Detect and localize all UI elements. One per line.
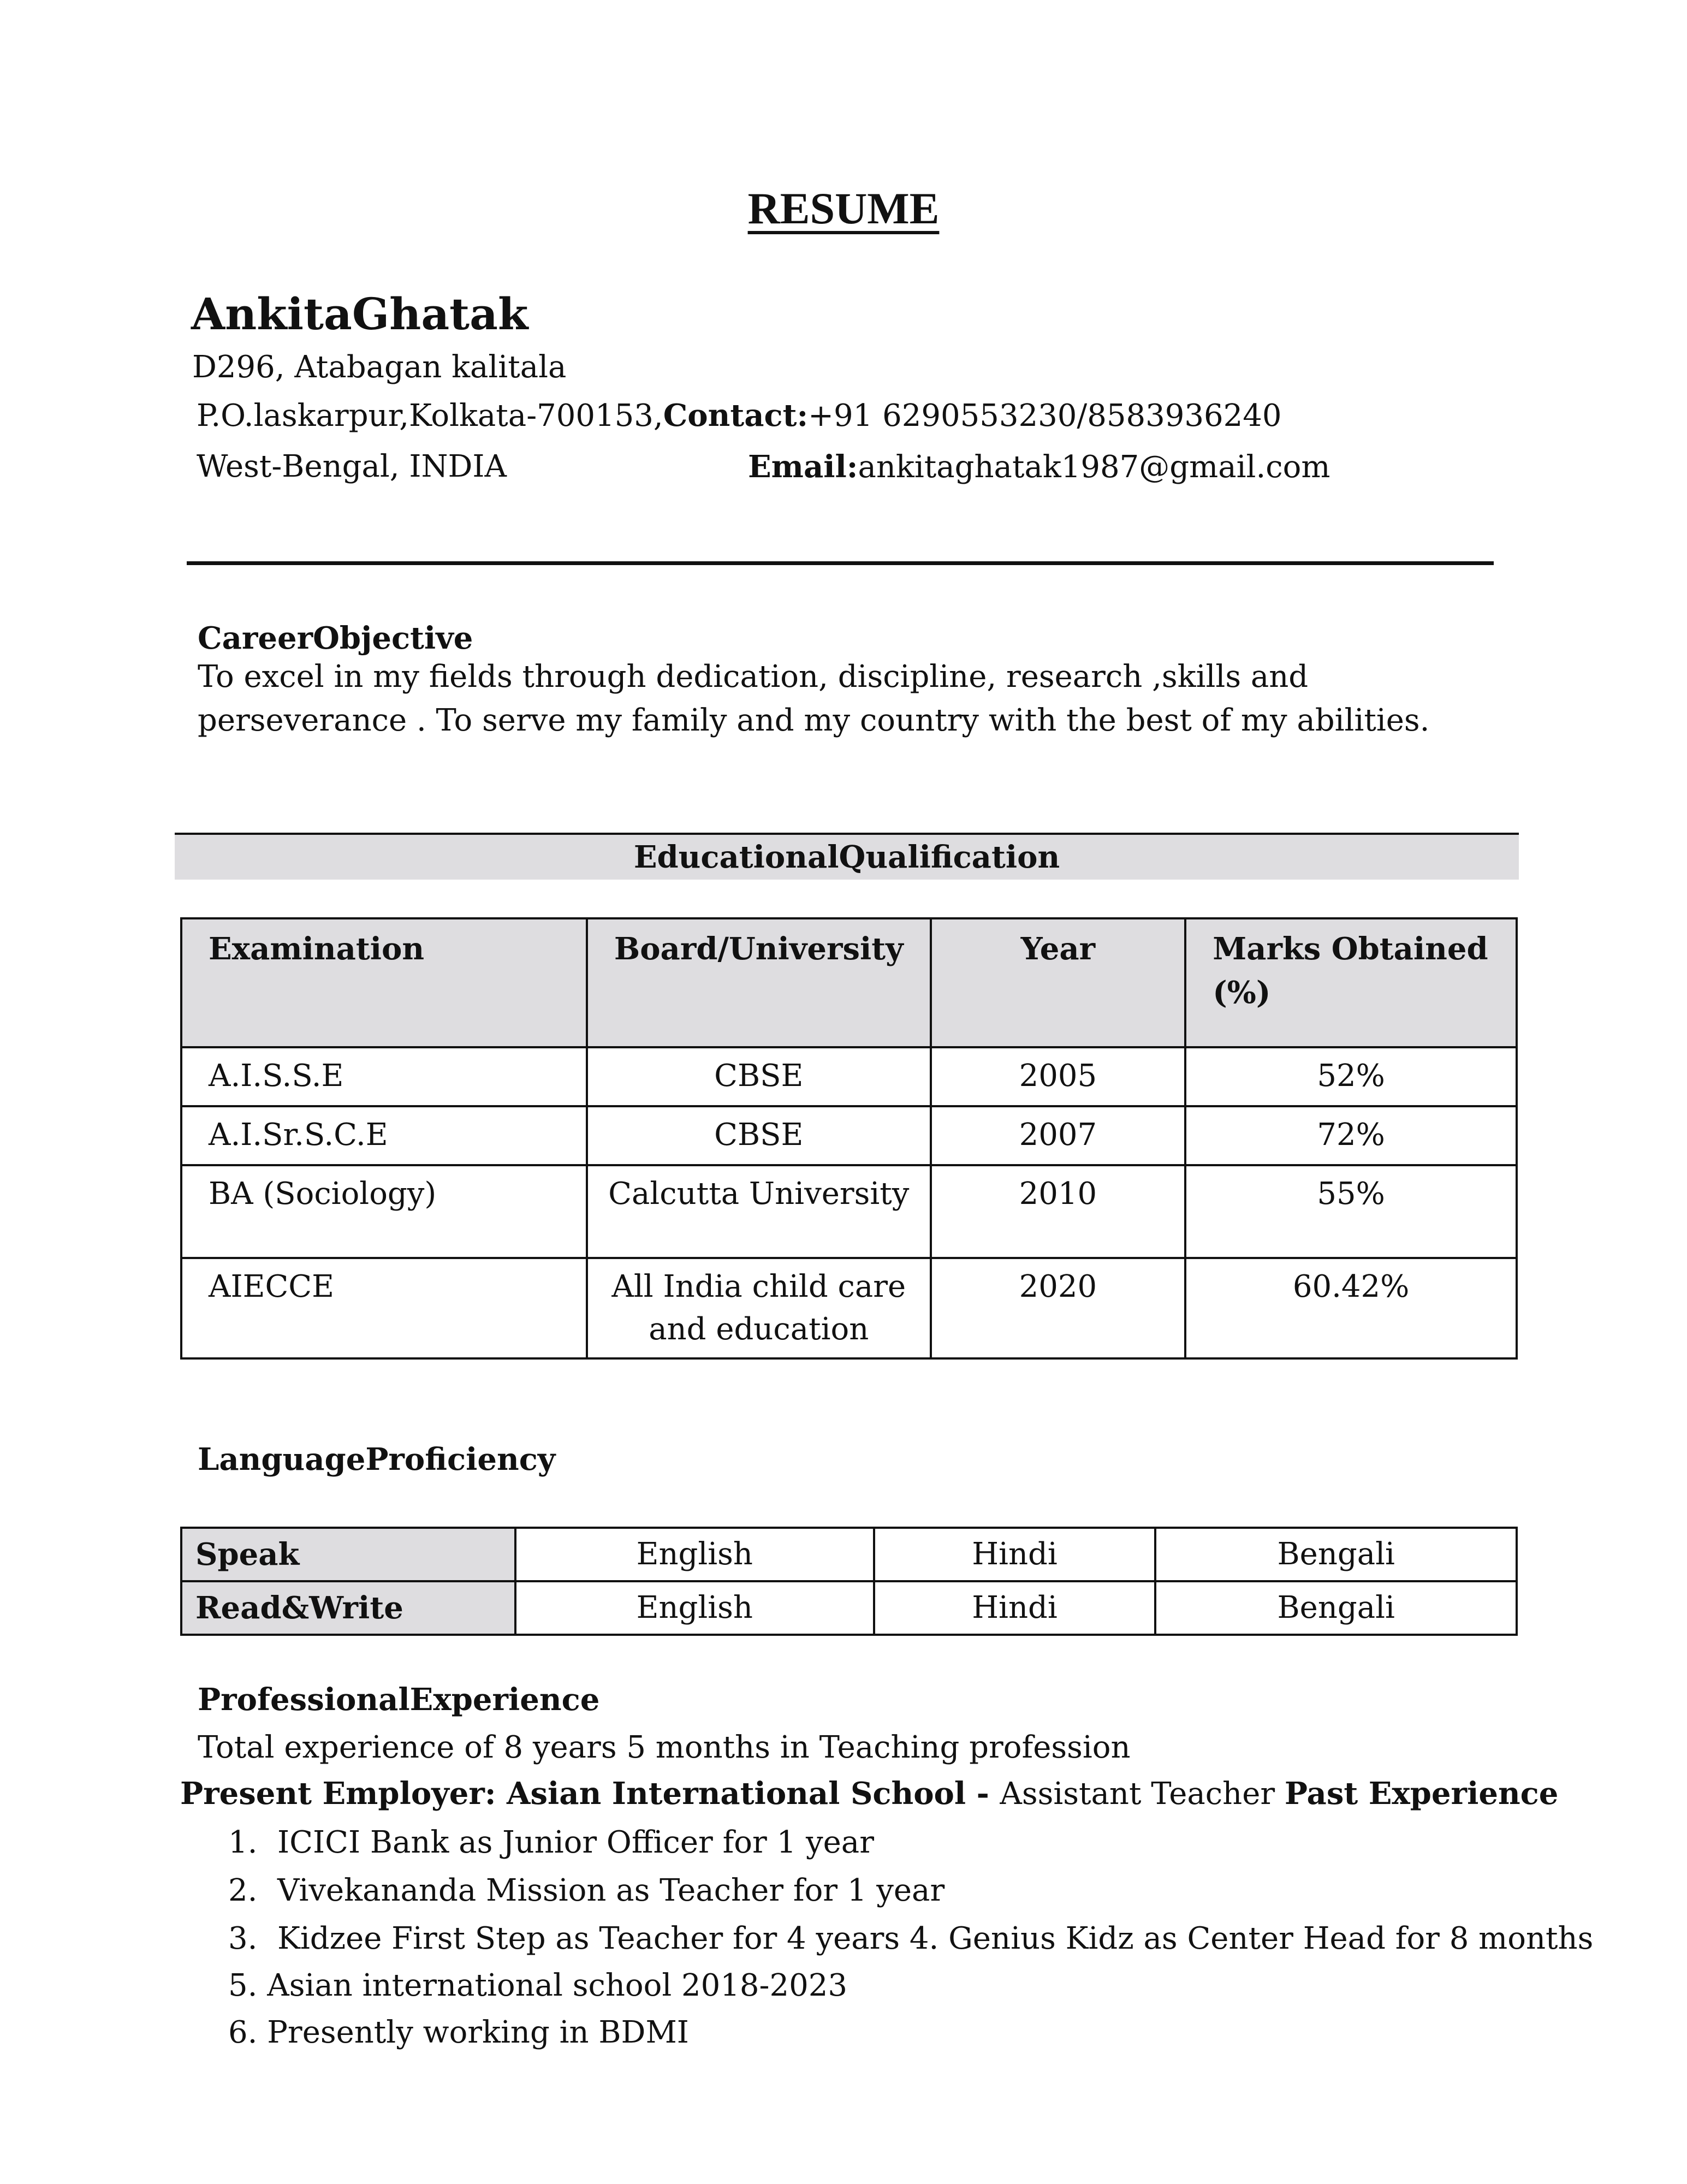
career-objective-heading: CareerObjective [198,620,473,656]
language-cell: English [515,1528,874,1581]
email-value[interactable]: ankitaghatak1987@gmail.com [858,449,1330,485]
table-header-row [181,918,1517,1047]
exam-cell: A.I.Sr.S.C.E [181,1106,587,1165]
year-cell: 2007 [931,1106,1186,1165]
table-row [181,1258,1517,1358]
language-cell: English [515,1581,874,1635]
resume-title: RESUME [747,183,940,233]
list-number: 5. [228,1968,258,2003]
list-item [228,2015,689,2050]
exam-cell: AIECCE [181,1258,587,1358]
address-line-1: D296, Atabagan kalitala [192,349,567,385]
header-board: Board/University [587,918,931,1047]
education-table [180,917,1518,1360]
table-row [181,1581,1517,1635]
exam-cell: BA (Sociology) [181,1165,587,1258]
list-number: 1. [228,1825,258,1860]
board-cell: CBSE [587,1047,931,1106]
exam-cell: A.I.S.S.E [181,1047,587,1106]
table-row [181,1106,1517,1165]
language-heading: LanguageProficiency [198,1441,556,1477]
career-objective-text: To excel in my fields through dedication, discipline, research ,skills and perseverance . To serve my family and my country with the best of my abilities. [198,659,1430,738]
contact-label: Contact: [663,397,809,434]
present-role: Assistant Teacher [1000,1776,1285,1812]
header-year: Year [931,918,1186,1047]
list-text: Presently working in BDMI [267,2015,689,2050]
list-number: 2. [228,1873,258,1908]
language-row-label: Speak [181,1528,515,1581]
experience-total: Total experience of 8 years 5 months in Teaching profession [198,1730,1131,1765]
board-cell: All India child care and education [587,1258,931,1358]
header-examination: Examination [181,918,587,1047]
table-row [181,1528,1517,1581]
present-employer-line [180,1776,1558,1812]
past-experience-label: Past Experience [1284,1776,1559,1812]
language-cell: Hindi [874,1581,1156,1635]
list-number: 6. [228,2015,258,2050]
marks-cell: 60.42% [1185,1258,1517,1358]
address-contact-line [197,397,1282,434]
list-text: ICICI Bank as Junior Officer for 1 year [277,1825,874,1860]
list-text: Vivekananda Mission as Teacher for 1 year [277,1873,945,1908]
address-line-3: West-Bengal, INDIA [197,449,507,484]
language-row-label: Read&Write [181,1581,515,1635]
list-item [228,1873,945,1908]
candidate-name: AnkitaGhatak [191,288,528,340]
list-item [228,1825,874,1860]
list-item [228,1921,1593,1956]
header-marks: Marks Obtained (%) [1185,918,1517,1047]
year-cell: 2020 [931,1258,1186,1358]
board-cell: Calcutta University [587,1165,931,1258]
list-number: 3. [228,1921,258,1956]
marks-cell: 55% [1185,1165,1517,1258]
header-divider [187,561,1494,565]
marks-cell: 72% [1185,1106,1517,1165]
board-cell: CBSE [587,1106,931,1165]
email-label: Email: [748,449,858,485]
language-cell: Bengali [1155,1528,1517,1581]
table-row [181,1165,1517,1258]
experience-heading: ProfessionalExperience [198,1682,600,1718]
year-cell: 2005 [931,1047,1186,1106]
list-text: Kidzee First Step as Teacher for 4 years 4. Genius Kidz as Center Head for 8 months [277,1921,1594,1956]
present-employer-label: Present Employer: Asian International School - [180,1776,1000,1812]
list-item [228,1968,847,2003]
language-cell: Hindi [874,1528,1156,1581]
year-cell: 2010 [931,1165,1186,1258]
address-line-2: P.O.laskarpur,Kolkata-700153, [197,398,663,434]
list-text: Asian international school 2018-2023 [267,1968,847,2003]
language-cell: Bengali [1155,1581,1517,1635]
email-line [748,449,1330,485]
contact-value[interactable]: +91 6290553230/8583936240 [808,398,1282,434]
table-row [181,1047,1517,1106]
language-table [180,1527,1518,1636]
education-heading: EducationalQualification [175,833,1519,880]
marks-cell: 52% [1185,1047,1517,1106]
